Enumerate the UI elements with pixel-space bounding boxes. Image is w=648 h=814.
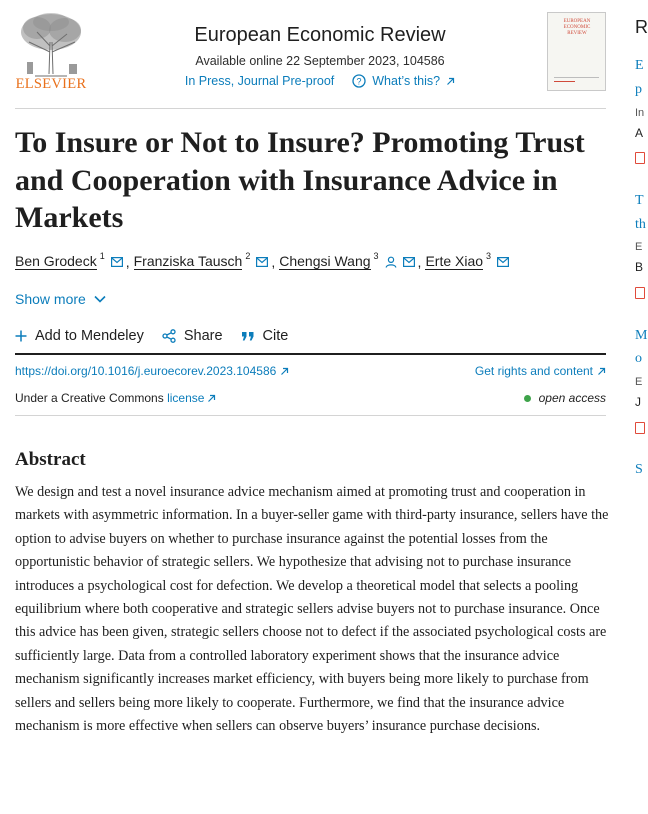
show-more-button[interactable] xyxy=(15,291,106,307)
elsevier-logo[interactable] xyxy=(15,12,87,92)
recommended-title[interactable]: E xyxy=(635,58,644,73)
author-separator: , xyxy=(125,253,130,270)
author-name[interactable]: Erte Xiao xyxy=(425,253,484,269)
cover-line-3: REVIEW xyxy=(567,31,587,36)
author-separator: , xyxy=(417,253,422,270)
recommended-title[interactable]: T xyxy=(635,193,644,208)
plus-icon xyxy=(15,330,27,342)
pdf-icon[interactable] xyxy=(635,422,645,434)
license-text xyxy=(15,391,216,405)
cover-line-1: EUROPEAN xyxy=(563,19,591,24)
rights-link[interactable] xyxy=(475,364,606,378)
author-item[interactable] xyxy=(425,250,509,270)
author-list xyxy=(15,250,606,270)
doi-link[interactable] xyxy=(15,364,289,378)
abstract-heading: Abstract xyxy=(15,449,86,470)
header-divider xyxy=(15,108,606,109)
whats-this-link[interactable] xyxy=(352,74,455,88)
open-access-dot-icon xyxy=(524,395,531,402)
availability-info: Available online 22 September 2023, 104586 xyxy=(195,54,445,68)
share-label: Share xyxy=(183,328,223,344)
chevron-down-icon xyxy=(94,295,106,303)
external-arrow-icon xyxy=(280,367,289,376)
doi-label: https://doi.org/10.1016/j.euroecorev.2023.104586 xyxy=(15,364,277,378)
author-affiliation: 2 xyxy=(245,250,251,261)
external-arrow-icon xyxy=(446,77,455,86)
external-arrow-icon xyxy=(597,367,606,376)
recommended-articles-sidebar xyxy=(620,0,648,814)
recommended-title[interactable]: M xyxy=(635,328,648,343)
author-affiliation: 3 xyxy=(486,250,492,261)
article-actions xyxy=(15,328,288,344)
recommended-author: J xyxy=(635,395,641,409)
author-item[interactable] xyxy=(133,250,269,270)
add-to-mendeley-label: Add to Mendeley xyxy=(35,328,144,344)
cover-line-2: ECONOMIC xyxy=(563,25,591,30)
recommended-title-cont[interactable]: o xyxy=(635,351,642,366)
help-circle-icon xyxy=(352,74,366,88)
in-press-link[interactable]: In Press, Journal Pre-proof xyxy=(184,74,335,88)
recommended-meta: E xyxy=(635,376,643,388)
author-separator: , xyxy=(271,253,276,270)
journal-cover-thumbnail[interactable] xyxy=(547,12,606,91)
email-icon[interactable] xyxy=(497,257,509,267)
license-link[interactable] xyxy=(167,391,216,405)
person-icon[interactable] xyxy=(385,256,397,268)
share-icon xyxy=(162,329,176,343)
recommended-author: A xyxy=(635,126,644,140)
email-icon[interactable] xyxy=(256,257,268,267)
pdf-icon[interactable] xyxy=(635,152,645,164)
author-name[interactable]: Franziska Tausch xyxy=(133,253,243,269)
license-divider xyxy=(15,415,606,416)
quote-icon xyxy=(241,330,255,342)
journal-title[interactable]: European Economic Review xyxy=(194,24,446,46)
recommended-meta: E xyxy=(635,241,643,253)
cite-button[interactable] xyxy=(241,328,289,344)
license-prefix: Under a Creative Commons xyxy=(15,391,164,405)
svg-text:?: ? xyxy=(356,76,362,87)
elsevier-wordmark: ELSEVIER xyxy=(15,76,87,92)
open-access-badge xyxy=(524,391,606,405)
add-to-mendeley-button[interactable] xyxy=(15,328,144,344)
email-icon[interactable] xyxy=(111,257,123,267)
open-access-label: open access xyxy=(538,391,606,405)
cite-label: Cite xyxy=(262,328,289,344)
author-name[interactable]: Ben Grodeck xyxy=(15,253,97,269)
article-title: To Insure or Not to Insure? Promoting Trust and Cooperation with Insurance Advice in Markets xyxy=(15,126,585,234)
show-more-recommended-link[interactable]: S xyxy=(635,462,643,477)
pdf-icon[interactable] xyxy=(635,287,645,299)
journal-info xyxy=(170,24,470,88)
recommended-meta: In xyxy=(635,107,645,119)
sidebar-heading: R xyxy=(635,17,648,37)
elsevier-tree-icon xyxy=(15,12,87,78)
journal-status-links xyxy=(170,74,470,88)
author-affiliation: 3 xyxy=(373,250,379,261)
whats-this-label: What’s this? xyxy=(372,74,441,88)
author-item[interactable] xyxy=(15,250,123,270)
actions-divider xyxy=(15,353,606,355)
email-icon[interactable] xyxy=(403,257,415,267)
abstract-text: We design and test a novel insurance advice mechanism aimed at promoting trust and cooperation in markets with asymmetric information. In a buyer-seller game with third-party insurance, sellers have the option to advise buyers on whether to purchase insurance against the potential losses from the opportunistic behavior of strategic sellers. We hypothesize that advising not to purchase insurance introduces a psychological cost for defection. We develop a theoretical model that selects a pooling equilibrium where both cooperative and strategic sellers advise buyers not to purchase insurance. Once this advice has been given, strategic sellers choose not to defect if the associated psychological costs are sufficiently large. Data from a controlled laboratory experiment shows that the insurance advice mechanism significantly increases market efficiency, with buyers being more likely to purchase from sellers and sellers being more likely to cooperate. Furthermore, we find that the insurance advice mechanism is more effective when sellers can observe buyers’ insurance purchase decisions. xyxy=(15,484,609,735)
share-button[interactable] xyxy=(162,328,223,344)
author-item[interactable] xyxy=(279,250,414,270)
rights-label: Get rights and content xyxy=(474,364,593,378)
author-name[interactable]: Chengsi Wang xyxy=(279,253,371,269)
license-link-label: license xyxy=(167,391,205,405)
license-row xyxy=(15,391,606,405)
show-more-label: Show more xyxy=(15,291,86,307)
external-arrow-icon xyxy=(207,394,216,403)
author-affiliation: 1 xyxy=(99,250,105,261)
recommended-title-cont[interactable]: p xyxy=(635,82,642,97)
recommended-title-cont[interactable]: th xyxy=(635,217,646,232)
journal-header xyxy=(15,12,606,94)
doi-row xyxy=(15,364,606,378)
recommended-author: B xyxy=(635,260,644,274)
cover-title-art xyxy=(556,17,598,37)
